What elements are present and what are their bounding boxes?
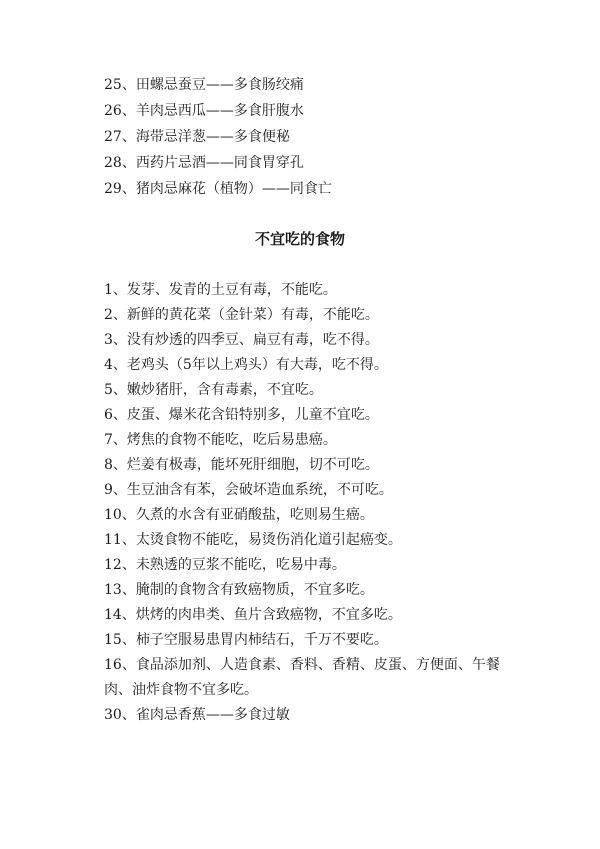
unsafe-food-list xyxy=(104,278,524,728)
list-item: 14、烘烤的肉串类、鱼片含致癌物，不宜多吃。 xyxy=(104,607,402,623)
list-item: 25、田螺忌蚕豆——多食肠绞痛 xyxy=(104,77,304,93)
list-item: 9、生豆油含有苯，会破坏造血系统，不可吃。 xyxy=(104,482,393,498)
list-item: 15、柿子空服易患胃内柿结石，千万不要吃。 xyxy=(104,632,388,648)
list-item: 13、腌制的食物含有致癌物质，不宜多吃。 xyxy=(104,582,374,598)
list-item: 12、未熟透的豆浆不能吃，吃易中毒。 xyxy=(104,557,346,573)
list-item: 3、没有炒透的四季豆、扁豆有毒，吃不得。 xyxy=(104,332,379,348)
list-item: 27、海带忌洋葱——多食便秘 xyxy=(104,129,290,145)
list-item: 28、西药片忌酒——同食胃穿孔 xyxy=(104,155,304,171)
list-item: 26、羊肉忌西瓜——多食肝腹水 xyxy=(104,103,304,119)
food-incompatibility-list xyxy=(104,72,332,202)
list-item: 7、烤焦的食物不能吃，吃后易患癌。 xyxy=(104,432,337,448)
list-item: 10、久煮的水含有亚硝酸盐，吃则易生癌。 xyxy=(104,507,374,523)
list-item: 8、烂姜有极毒，能坏死肝细胞，切不可吃。 xyxy=(104,457,379,473)
list-item: 29、猪肉忌麻花（植物）——同食亡 xyxy=(104,181,332,197)
list-item: 2、新鲜的黄花菜（金针菜）有毒，不能吃。 xyxy=(104,307,379,323)
list-item: 11、太烫食物不能吃，易烫伤消化道引起癌变。 xyxy=(104,532,402,548)
list-item: 6、皮蛋、爆米花含铅特别多，儿童不宜吃。 xyxy=(104,407,379,423)
list-item: 16、食品添加剂、人造食素、香料、香精、皮蛋、方便面、午餐肉、油炸食物不宜多吃。 xyxy=(104,657,500,698)
list-item: 30、雀肉忌香蕉——多食过敏 xyxy=(104,707,290,723)
list-item: 1、发芽、发青的土豆有毒，不能吃。 xyxy=(104,282,337,298)
section-title: 不宜吃的食物 xyxy=(254,230,345,248)
list-item: 4、老鸡头（5年以上鸡头）有大毒，吃不得。 xyxy=(104,357,388,373)
list-item: 5、嫩炒猪肝，含有毒素，不宜吃。 xyxy=(104,382,323,398)
